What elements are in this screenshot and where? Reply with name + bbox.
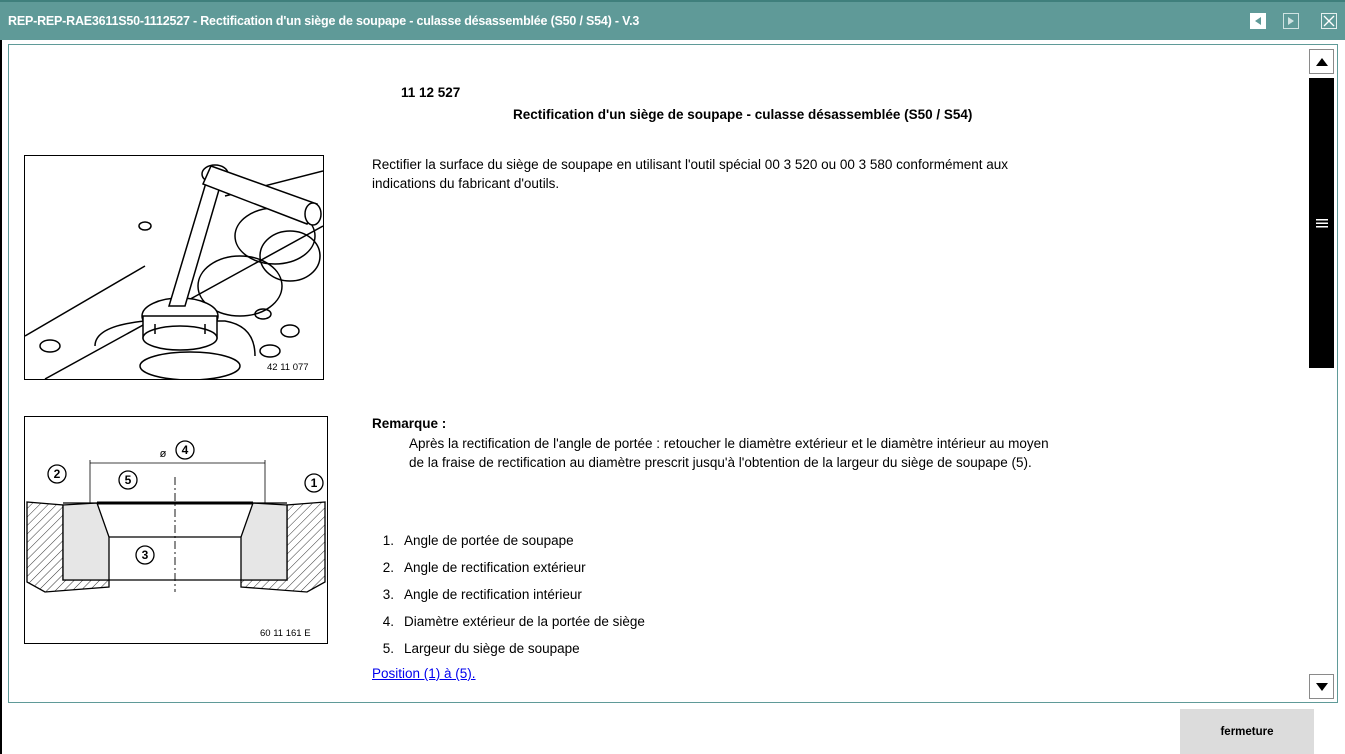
previous-button[interactable] [1250,13,1266,29]
triangle-right-icon [1286,16,1296,26]
close-x-icon [1323,15,1335,27]
callout-1: 1 [310,476,318,490]
figure1-label: 42 11 077 [267,362,309,373]
triangle-left-icon [1253,16,1263,26]
window-title: REP-REP-RAE3611S50-1112527 - Rectification d'un siège de soupape - culasse désassemblée (S50 / S54) - V.3 [8,14,640,28]
vertical-scrollbar[interactable] [1309,49,1334,699]
valve-seat-tool-illustration [25,156,323,379]
remark-text: Après la rectification de l'angle de portée : retoucher le diamètre extérieur et le diamètre intérieur au moyen de la fraise de rectification au diamètre prescrit jusqu'à l'obtention de la largeur du siège de soupape (5). [409,436,1049,470]
list-item: 4. Diamètre extérieur de la portée de siège [382,614,645,629]
arrow-up-icon [1316,58,1328,66]
window-left-border [0,40,2,754]
list-item: 3. Angle de rectification intérieur [382,587,582,602]
callout-2: 2 [53,467,61,481]
document-title: Rectification d'un siège de soupape - culasse désassemblée (S50 / S54) [513,107,973,122]
scroll-down-button[interactable] [1309,674,1334,699]
document-viewer[interactable] [8,44,1338,703]
close-window-button[interactable] [1321,13,1337,29]
close-button[interactable]: fermeture [1180,709,1314,754]
document-code: 11 12 527 [401,85,461,100]
figure2-label: 60 11 161 E [260,628,311,639]
window-titlebar [0,0,1345,40]
arrow-down-icon [1316,683,1328,691]
diameter-symbol: ø [159,448,167,460]
remark-heading: Remarque : [372,416,447,431]
figure-seat-cross-section [24,416,328,644]
scroll-thumb[interactable] [1309,78,1334,368]
list-item: 1. Angle de portée de soupape [382,533,574,548]
grip-icon [1316,219,1328,228]
scroll-up-button[interactable] [1309,49,1334,74]
callout-5: 5 [124,473,132,487]
next-button[interactable] [1283,13,1299,29]
seat-cross-section-diagram [25,417,327,643]
figure-valve-seat-tool [24,155,324,380]
instruction-paragraph: Rectifier la surface du siège de soupape en utilisant l'outil spécial 00 3 520 ou 00 3 580 conformément aux indications du fabricant d'outils. [372,157,1008,191]
position-link[interactable]: Position (1) à (5). [372,666,476,681]
position-list [372,527,645,662]
callout-4: 4 [181,443,189,457]
list-item: 5. Largeur du siège de soupape [382,641,580,656]
callout-3: 3 [141,548,149,562]
list-item: 2. Angle de rectification extérieur [382,560,586,575]
